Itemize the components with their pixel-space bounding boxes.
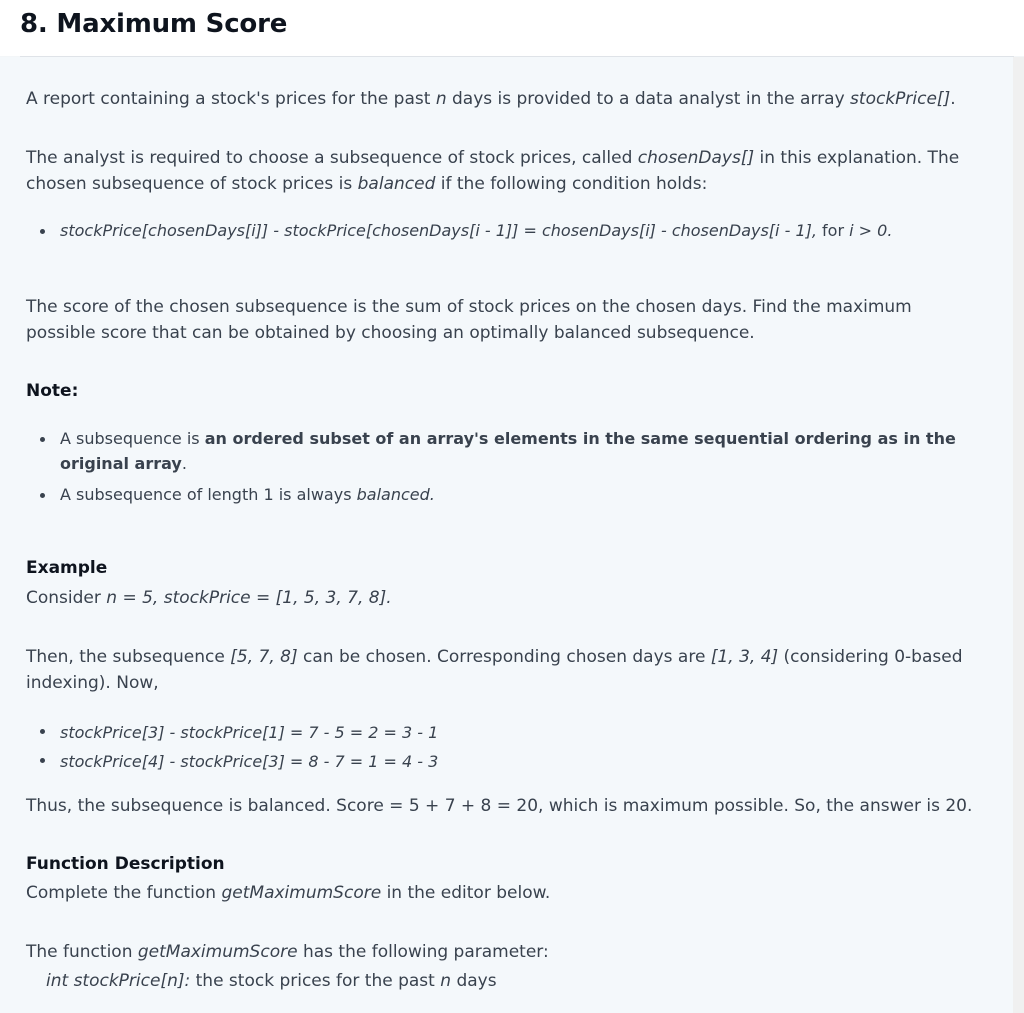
condition-rest: i > 0.: [849, 221, 893, 240]
example-equation-2-text: stockPrice[4] - stockPrice[3] = 8 - 7 = 1 = 4 - 3: [60, 752, 439, 771]
function-param-desc-2: days: [456, 971, 497, 991]
note-item-2: [26, 482, 966, 507]
example-subsequence: [5, 7, 8]: [230, 647, 298, 667]
intro-text-2: days is provided to a data analyst in the array: [452, 89, 845, 109]
intro-text-3: .: [950, 89, 956, 109]
condition-formula: stockPrice[chosenDays[i]] - stockPrice[chosenDays[i - 1]] = chosenDays[i] - chosenDays[i - 1],: [60, 221, 817, 240]
function-complete-text-2: in the editor below.: [386, 883, 551, 903]
example-days: [1, 3, 4]: [710, 647, 779, 667]
page-title: 8. Maximum Score: [20, 9, 288, 39]
intro-n: n: [435, 89, 447, 109]
example-consider-text: Consider: [26, 588, 101, 608]
note-item-1-end: .: [181, 454, 187, 473]
example-equation-1-text: stockPrice[3] - stockPrice[1] = 7 - 5 = 2 = 3 - 1: [60, 723, 439, 742]
function-param-name: getMaximumScore: [137, 942, 298, 962]
analyst-paragraph: [26, 145, 996, 197]
analyst-array: chosenDays[]: [637, 148, 755, 168]
example-then: [26, 644, 996, 696]
example-then-text-3: (considering 0-based indexing). Now,: [26, 647, 963, 693]
function-param-signature: int stockPrice[n]:: [46, 971, 191, 991]
note-item-2-text: A subsequence of length 1 is always: [60, 485, 352, 504]
function-param-detail: [26, 968, 497, 994]
intro-text-1: A report containing a stock's prices for the past: [26, 89, 431, 109]
analyst-text-3: if the following condition holds:: [440, 174, 708, 194]
example-heading: Example: [26, 558, 108, 578]
function-param-intro: [26, 939, 549, 965]
condition-list: [26, 218, 996, 244]
example-equation-2: [26, 747, 926, 776]
condition-item: [26, 218, 996, 244]
example-expression: n = 5, stockPrice = [1, 5, 3, 7, 8].: [106, 588, 392, 608]
note-item-1-bold: an ordered subset of an array's elements in the same sequential ordering as in the original array: [60, 429, 956, 473]
intro-array: stockPrice[]: [850, 89, 951, 109]
note-item-2-italic: balanced.: [356, 485, 435, 504]
example-equation-1: [26, 718, 926, 747]
example-then-text-1: Then, the subsequence: [26, 647, 225, 667]
example-thus: Thus, the subsequence is balanced. Score = 5 + 7 + 8 = 20, which is maximum possible. So, the answer is 20.: [26, 796, 973, 816]
function-param-desc-1: the stock prices for the past: [195, 971, 435, 991]
condition-for: for: [822, 221, 845, 240]
function-complete-text-1: Complete the function: [26, 883, 217, 903]
note-list: [26, 426, 966, 507]
function-name: getMaximumScore: [221, 883, 382, 903]
function-param-text-2: has the following parameter:: [302, 942, 549, 962]
intro-paragraph: [26, 86, 1001, 112]
example-equations: [26, 718, 926, 776]
note-item-1-text: A subsequence is: [60, 429, 200, 448]
function-complete: [26, 880, 550, 906]
title-bar: [0, 0, 1024, 56]
example-consider: [26, 585, 392, 611]
analyst-text-1: The analyst is required to choose a subsequence of stock prices, called: [26, 148, 633, 168]
note-heading: Note:: [26, 381, 79, 401]
analyst-balanced: balanced: [357, 174, 436, 194]
scrollbar[interactable]: [1013, 57, 1024, 1013]
score-paragraph: The score of the chosen subsequence is the sum of stock prices on the chosen days. Find the maximum possible score that can be obtained by choosing an optimally balanced subsequence.: [26, 297, 912, 343]
note-item-1: [26, 426, 966, 476]
function-heading: Function Description: [26, 854, 225, 874]
function-param-text-1: The function: [26, 942, 133, 962]
function-param-n: n: [440, 971, 452, 991]
example-then-text-2: can be chosen. Corresponding chosen days are: [303, 647, 706, 667]
analyst-text-2: in this explanation. The chosen subsequence of stock prices is: [26, 148, 960, 194]
